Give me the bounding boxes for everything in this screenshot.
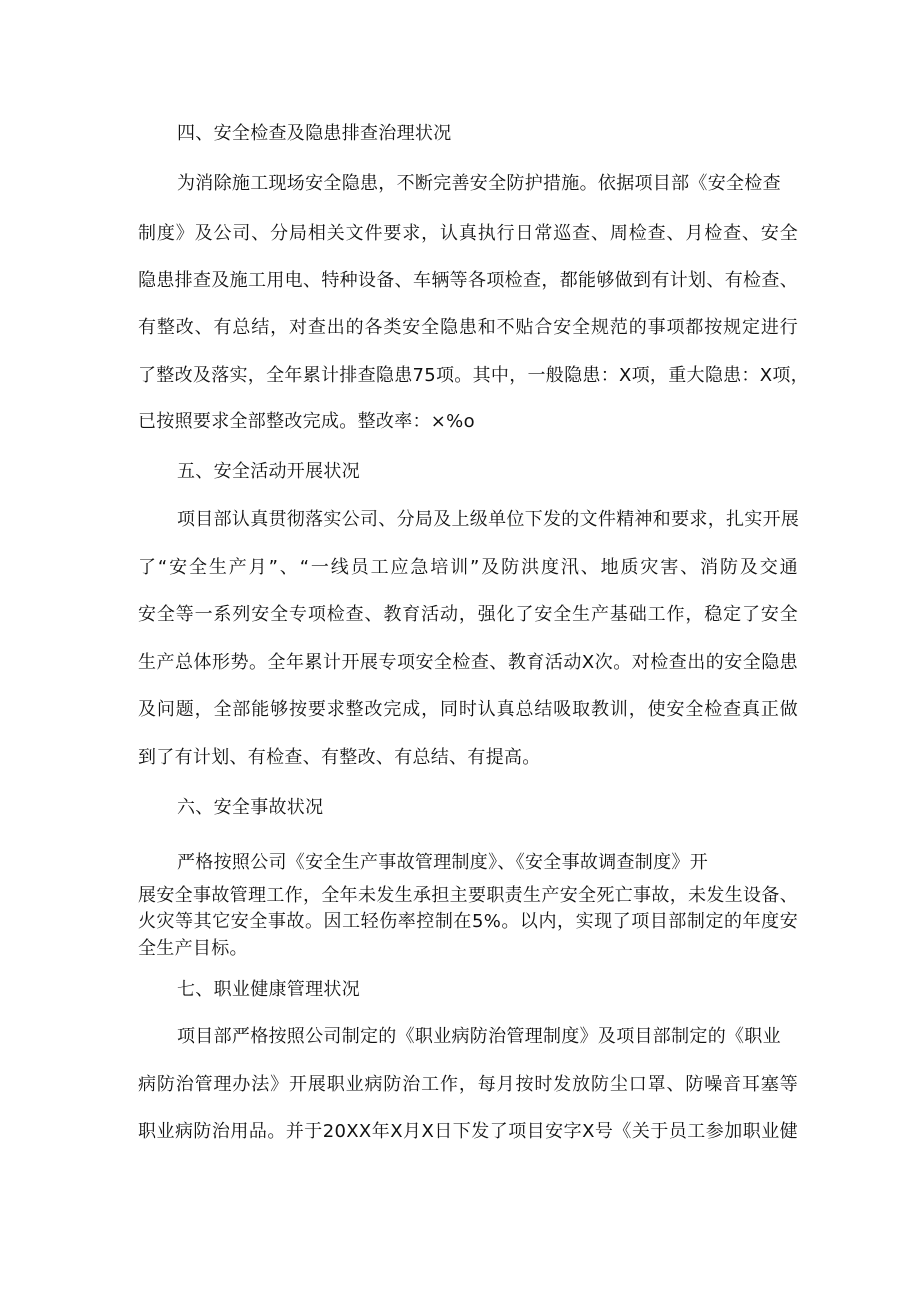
section-heading: 五、安全活动开展状况 (177, 461, 360, 482)
paragraph-line: 为消除施工现场安全隐患，不断完善安全防护措施。依据项目部《安全检查 (177, 173, 781, 194)
paragraph-line: 严格按照公司《安全生产事故管理制度》、《安全事故调查制度》开 (177, 852, 708, 873)
paragraph-line: 职业病防治用品。并于20XX年X月X日下发了项目安字X号《关于员工参加职业健 (138, 1121, 798, 1142)
paragraph-line: 有整改、有总结，对查出的各类安全隐患和不贴合安全规范的事项都按规定进行 (138, 317, 798, 338)
paragraph-line: 生产总体形势。全年累计开展专项安全检查、教育活动X次。对检查出的安全隐患 (138, 652, 798, 673)
section-heading: 六、安全事故状况 (177, 797, 324, 818)
paragraph-line: 制度》及公司、分局相关文件要求，认真执行日常巡查、周检查、月检查、安全 (138, 223, 798, 244)
paragraph-line: 安全等一系列安全专项检查、教育活动，强化了安全生产基础工作，稳定了安全 (138, 604, 798, 625)
paragraph-line: 及问题，全部能够按要求整改完成，同时认真总结吸取教训，使安全检查真正做 (138, 699, 798, 720)
paragraph-line: 已按照要求全部整改完成。整改率：×%o (138, 411, 475, 432)
section-heading: 七、职业健康管理状况 (177, 979, 360, 1000)
paragraph-line: 了“安全生产月”、“一线员工应急培训”及防洪度汛、地质灾害、消防及交通 (138, 557, 798, 578)
paragraph-line: 隐患排查及施工用电、特种设备、车辆等各项检查，都能够做到有计划、有检查、 (138, 270, 798, 291)
paragraph-line: 病防治管理办法》开展职业病防治工作，每月按时发放防尘口罩、防噪音耳塞等 (138, 1074, 798, 1095)
paragraph-line: 展安全事故管理工作，全年未发生承担主要职责生产安全死亡事故，未发生设备、 (138, 885, 798, 906)
paragraph-line: 项目部严格按照公司制定的《职业病防治管理制度》及项目部制定的《职业 (177, 1026, 781, 1047)
paragraph-line: 项目部认真贯彻落实公司、分局及上级单位下发的文件精神和要求，扎实开展 (177, 509, 800, 530)
paragraph-line: 全生产目标。 (138, 938, 248, 959)
paragraph-line: 到了有计划、有检查、有整改、有总结、有提高。 (138, 747, 541, 768)
section-heading: 四、安全检查及隐患排查治理状况 (177, 123, 452, 144)
paragraph-line: 火灾等其它安全事故。因工轻伤率控制在5%。以内，实现了项目部制定的年度安 (138, 911, 798, 932)
paragraph-line: 了整改及落实，全年累计排查隐患75项。其中，一般隐患：X项，重大隐患：X项， (138, 365, 809, 386)
